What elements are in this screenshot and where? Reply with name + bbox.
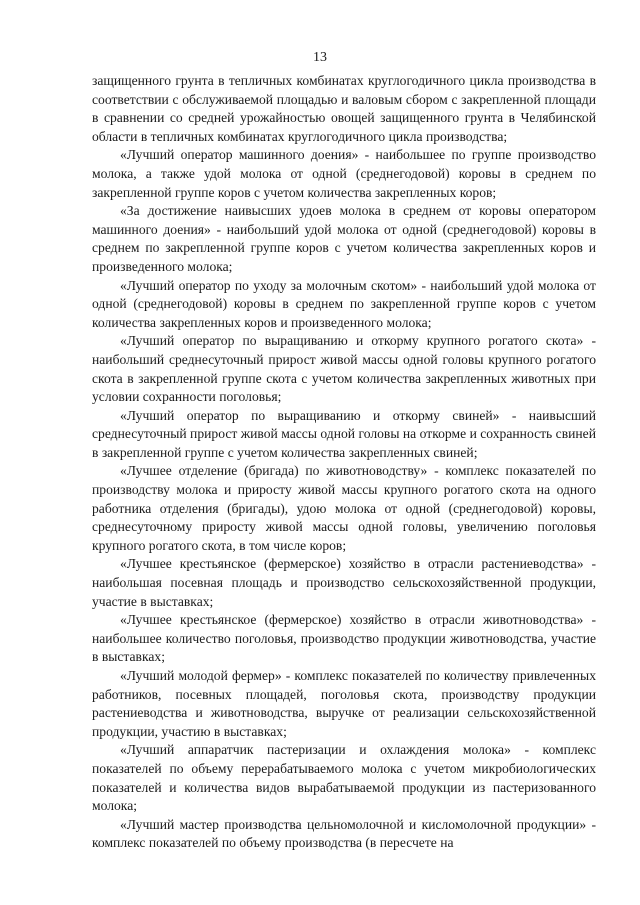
document-body: [92, 72, 596, 853]
paragraph: «За достижение наивысших удоев молока в среднем от коровы оператором машинного доения» - наибольший удой молока от одной (среднегодовой) коровы в среднем по закрепленной группе коров с учетом количества закрепленных коров и произведенного молока;: [92, 203, 596, 274]
paragraph: «Лучшее крестьянское (фермерское) хозяйство в отрасли растениеводства» - наибольшая посевная площадь и производство сельскохозяйственной продукции, участие в выставках;: [92, 556, 596, 609]
paragraph: «Лучший оператор по выращиванию и откорму крупного рогатого скота» - наибольший среднесуточный прирост живой массы одной головы крупного рогатого скота в закрепленной группе скота с учетом количества закрепленных животных при условии сохранности поголовья;: [92, 333, 596, 405]
paragraph: «Лучший аппаратчик пастеризации и охлаждения молока» - комплекс показателей по объему перерабатываемого молока с учетом микробиологических показателей и количества видов вырабатываемой продукции из пастеризованного молока;: [92, 742, 596, 814]
paragraph: «Лучший оператор по уходу за молочным скотом» - наибольший удой молока от одной (среднегодовой) коровы в среднем по закрепленной группе коров с учетом количества закрепленных коров и произведенного молока;: [92, 277, 596, 330]
paragraph: «Лучший молодой фермер» - комплекс показателей по количеству привлеченных работников, посевных площадей, поголовья скота, производству продукции растениеводства и животноводства, выручке от реализации сельскохозяйственной продукции, участию в выставках;: [92, 668, 596, 739]
paragraph: защищенного грунта в тепличных комбинатах круглогодичного цикла производства в соответствии с обслуживаемой площадью и валовым сбором с закрепленной площади в сравнении со средней урожайностью овощей защищенного грунта в Челябинской области в тепличных комбинатах круглогодичного цикла производства;: [92, 73, 596, 144]
paragraph: «Лучший оператор по выращиванию и откорму свиней» - наивысший среднесуточный прирост живой массы одной головы на откорме и сохранность свиней в закрепленной группе с учетом количества закрепленных свиней;: [92, 407, 596, 460]
paragraph: «Лучшее отделение (бригада) по животноводству» - комплекс показателей по производству молока и приросту живой массы крупного рогатого скота на одного работника отделения (бригады), удою молока от одной (среднегодовой) коровы, среднесуточному приросту живой массы одной головы, увеличению поголовья крупного рогатого скота, в том числе коров;: [92, 463, 596, 553]
paragraph: «Лучший мастер производства цельномолочной и кисломолочной продукции» - комплекс показателей по объему производства (в пересчете на: [92, 816, 596, 851]
paragraph: «Лучший оператор машинного доения» - наибольшее по группе производство молока, а также удой молока от одной (среднегодовой) коровы в среднем по закрепленной группе коров с учетом количества закрепленных коров;: [92, 147, 596, 200]
paragraph: «Лучшее крестьянское (фермерское) хозяйство в отрасли животноводства» - наибольшее количество поголовья, производство продукции животноводства, участие в выставках;: [92, 612, 596, 665]
page-number: 13: [313, 50, 327, 65]
